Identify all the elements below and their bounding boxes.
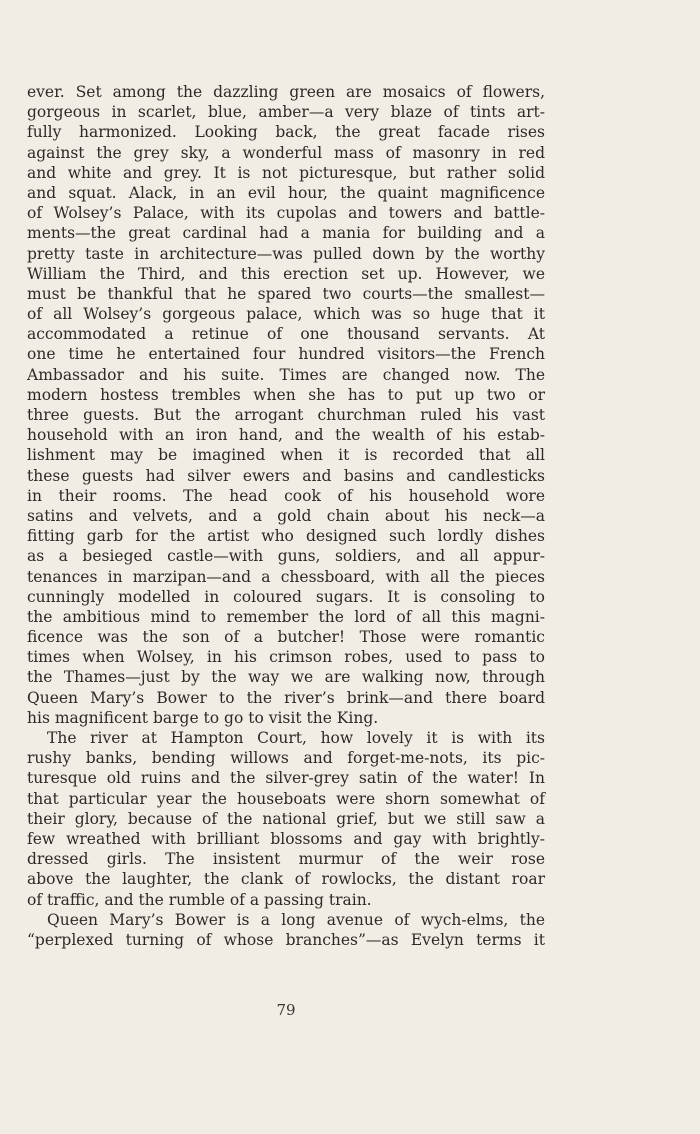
text-line: ments—the great cardinal had a mania for building and a [27, 224, 545, 243]
text-line: household with an iron hand, and the wealth of his estab- [27, 426, 545, 445]
text-line: pretty taste in architecture—was pulled down by the worthy [27, 244, 545, 263]
page-number: 79 [276, 1001, 296, 1019]
text-line: “perplexed turning of whose branches”—as Evelyn terms it [27, 930, 545, 949]
text-line: and white and grey. It is not picturesque, but rather solid [27, 163, 545, 182]
text-line: of all Wolsey’s gorgeous palace, which was so huge that it [27, 305, 545, 324]
text-line: turesque old ruins and the silver-grey satin of the water! In [27, 769, 545, 788]
text-line: the Thames—just by the way we are walking now, through [27, 668, 545, 687]
text-line: few wreathed with brilliant blossoms and gay with brightly- [27, 829, 545, 848]
text-line: against the grey sky, a wonderful mass of masonry in red [27, 143, 545, 162]
text-line: his magnificent barge to go to visit the King. [27, 708, 379, 727]
text-line: Ambassador and his suite. Times are changed now. The [27, 365, 545, 384]
text-line: these guests had silver ewers and basins and candlesticks [27, 466, 545, 485]
text-line: must be thankful that he spared two courts—the smallest— [27, 284, 545, 303]
text-line: The river at Hampton Court, how lovely it is with its [47, 729, 545, 747]
text-line: William the Third, and this erection set up. However, we [27, 264, 545, 283]
text-line: and squat. Alack, in an evil hour, the quaint magnificence [27, 183, 545, 202]
text-line: fully harmonized. Looking back, the great facade rises [27, 123, 545, 142]
text-line: of traffic, and the rumble of a passing train. [27, 890, 372, 909]
text-line: three guests. But the arrogant churchman ruled his vast [27, 406, 545, 424]
text-line: that particular year the houseboats were shorn somewhat of [27, 789, 545, 808]
text-line: the ambitious mind to remember the lord of all this magni- [27, 607, 545, 626]
text-line: Queen Mary’s Bower to the river’s brink—and there board [27, 688, 545, 707]
text-line: in their rooms. The head cook of his household wore [27, 486, 545, 505]
text-line: of Wolsey’s Palace, with its cupolas and towers and battle- [27, 204, 545, 223]
text-line: lishment may be imagined when it is recorded that all [27, 446, 545, 465]
text-line: dressed girls. The insistent murmur of the weir rose [27, 850, 545, 869]
body-text [27, 82, 545, 950]
text-line: ficence was the son of a butcher! Those were romantic [27, 628, 545, 647]
text-line: cunningly modelled in coloured sugars. It is consoling to [27, 587, 545, 606]
text-line: gorgeous in scarlet, blue, amber—a very blaze of tints art- [27, 103, 545, 122]
text-line: rushy banks, bending willows and forget-me-nots, its pic- [27, 749, 545, 768]
text-line: ever. Set among the dazzling green are mosaics of flowers, [27, 83, 545, 101]
text-line: fitting garb for the artist who designed such lordly dishes [27, 527, 545, 546]
text-line: Queen Mary’s Bower is a long avenue of wych-elms, the [47, 910, 545, 929]
text-line: above the laughter, the clank of rowlocks, the distant roar [27, 870, 545, 889]
text-line: their glory, because of the national grief, but we still saw a [27, 809, 545, 828]
text-line: times when Wolsey, in his crimson robes, used to pass to [27, 648, 545, 667]
text-line: accommodated a retinue of one thousand servants. At [27, 325, 545, 344]
text-line: as a besieged castle—with guns, soldiers, and all appur- [27, 547, 545, 566]
text-line: one time he entertained four hundred visitors—the French [27, 345, 545, 364]
text-line: tenances in marzipan—and a chessboard, with all the pieces [27, 567, 545, 586]
text-line: satins and velvets, and a gold chain about his neck—a [27, 506, 545, 525]
text-line: modern hostess trembles when she has to put up two or [27, 385, 545, 404]
